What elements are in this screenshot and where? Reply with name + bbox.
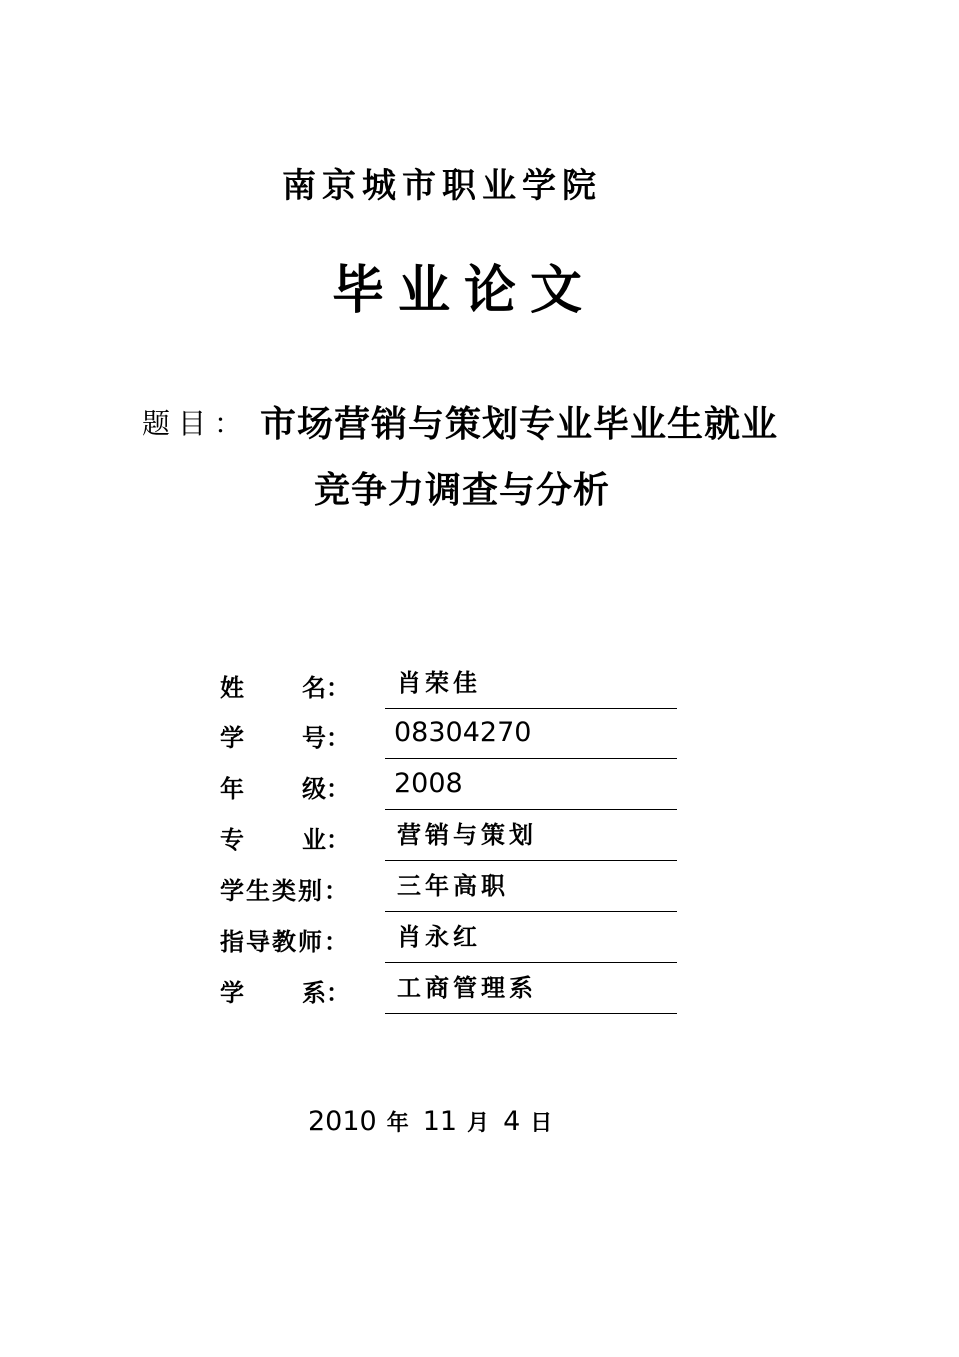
info-row-student-type xyxy=(220,861,680,912)
info-label: 姓 名： xyxy=(220,673,350,702)
thesis-title-line-2: 竞争力调查与分析 xyxy=(314,470,611,511)
info-value-field xyxy=(385,759,677,810)
info-row-department xyxy=(220,963,680,1014)
info-value-field xyxy=(385,810,677,861)
date-year-unit: 年 xyxy=(386,1110,409,1136)
info-label: 专 业： xyxy=(220,825,350,854)
info-row-grade xyxy=(220,759,680,810)
university-name: 南京城市职业学院 xyxy=(282,166,602,206)
date-day: 4 xyxy=(503,1106,521,1137)
student-info-table xyxy=(220,658,680,1014)
student-id: 08304270 xyxy=(394,717,532,748)
date-day-unit: 日 xyxy=(530,1110,553,1136)
date-year: 2010 xyxy=(308,1106,377,1137)
info-row-major xyxy=(220,810,680,861)
department: 工商管理系 xyxy=(397,973,537,1002)
info-value-field xyxy=(385,658,677,709)
date-month-unit: 月 xyxy=(467,1110,490,1136)
info-label: 年 级： xyxy=(220,774,350,803)
info-row-advisor xyxy=(220,912,680,963)
info-label: 学生类别 ： xyxy=(220,876,348,905)
info-label: 学 号： xyxy=(220,723,350,752)
info-row-name xyxy=(220,658,680,709)
advisor: 肖永红 xyxy=(397,922,481,951)
info-label: 指导教师 ： xyxy=(220,927,348,956)
major: 营销与策划 xyxy=(397,820,537,849)
info-value-field xyxy=(385,861,677,912)
student-name: 肖荣佳 xyxy=(397,668,481,697)
info-value-field xyxy=(385,912,677,963)
date-month: 11 xyxy=(422,1106,458,1137)
info-row-student-id xyxy=(220,708,680,759)
thesis-title-line-1: 市场营销与策划专业毕业生就业 xyxy=(260,404,779,445)
student-type: 三年高职 xyxy=(397,871,509,900)
info-value-field xyxy=(385,708,677,759)
document-type: 毕业论文 xyxy=(332,260,597,321)
info-label: 学 系： xyxy=(220,978,350,1007)
info-value-field xyxy=(385,963,677,1014)
submission-date xyxy=(308,1106,566,1137)
grade: 2008 xyxy=(394,768,463,799)
title-label: 题目： xyxy=(142,407,251,440)
